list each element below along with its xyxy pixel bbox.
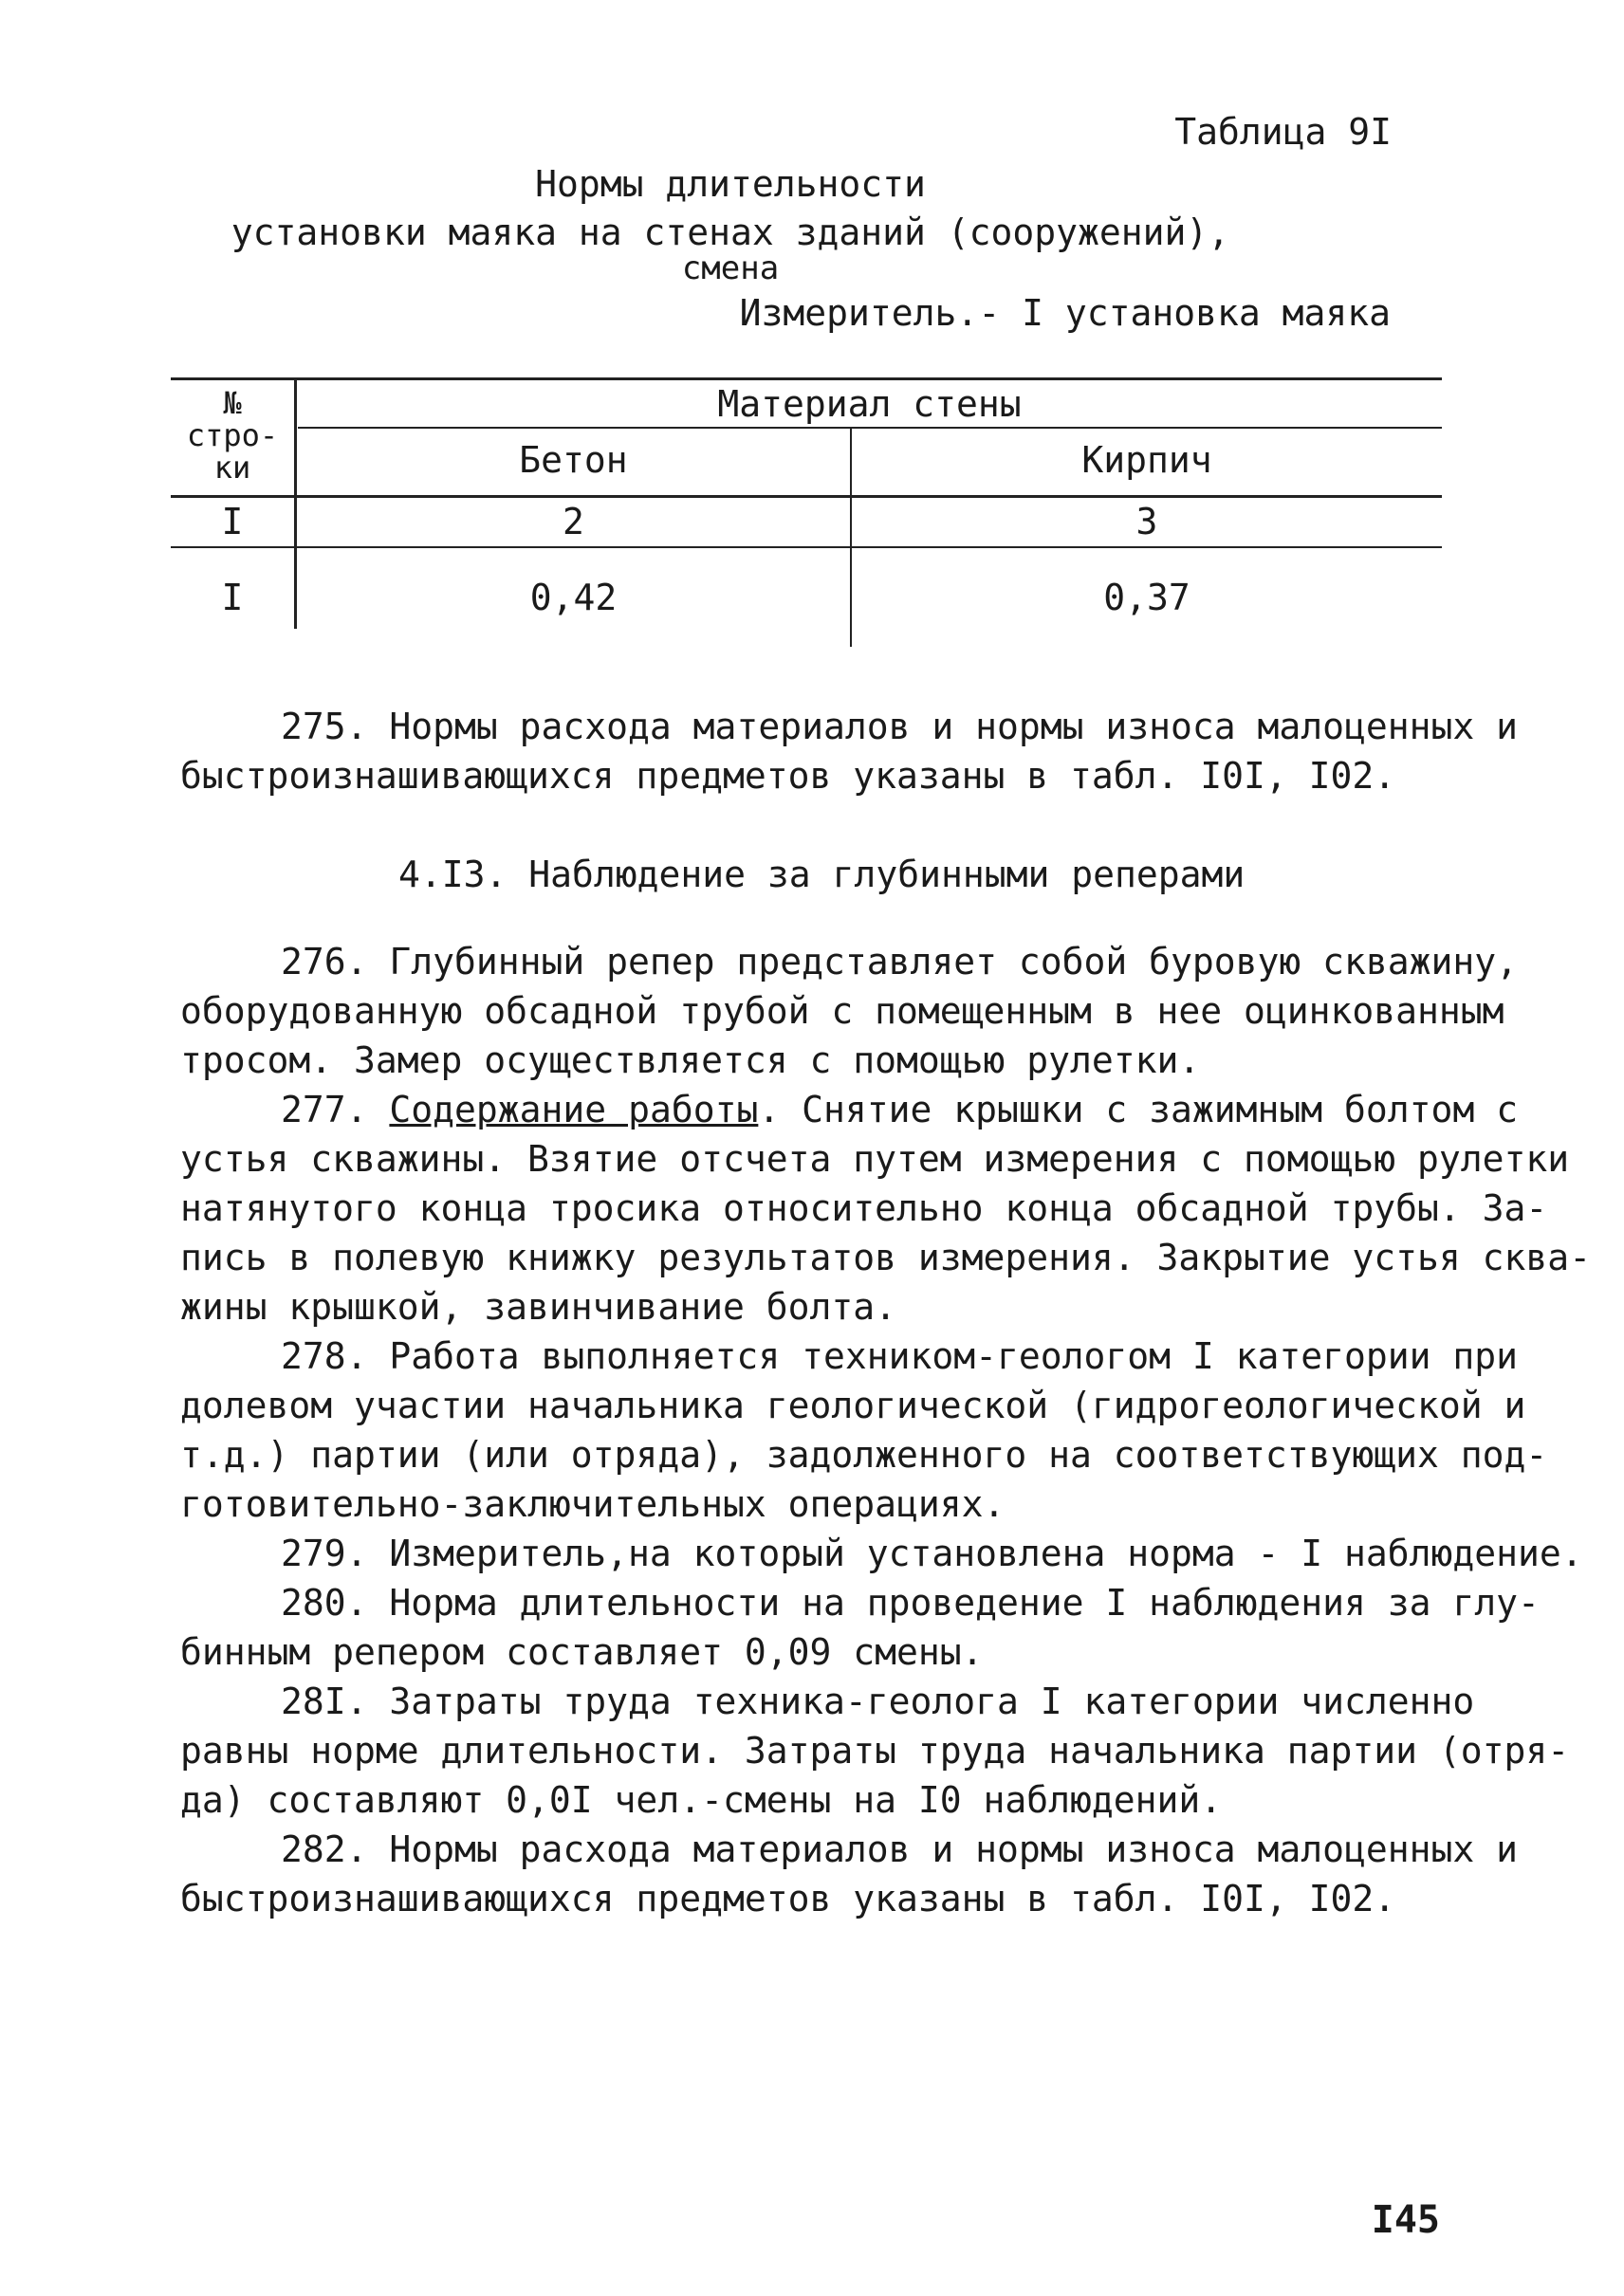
index-col-2: 2 bbox=[563, 501, 584, 542]
page-number: I45 bbox=[1371, 2198, 1440, 2242]
header-rownum-line-1: № bbox=[223, 385, 242, 421]
table-header-bottom-rule bbox=[171, 495, 1442, 498]
p278-line-3: т.д.) партии (или отряда), задолженного на соответствующих под- bbox=[180, 1434, 1548, 1476]
p278-line-4: готовительно-заключительных операциях. bbox=[180, 1483, 1006, 1525]
table-group-rule bbox=[298, 427, 1442, 429]
index-col-3: 3 bbox=[1135, 501, 1158, 542]
section-title-text: 4.I3. Наблюдение за глубинными реперами bbox=[398, 854, 1246, 895]
p275-line-2: быстроизнашивающихся предметов указаны в табл. I0I, I02. bbox=[180, 755, 1396, 797]
paragraph-280 bbox=[180, 1578, 1540, 1677]
p277-line-3: натянутого конца тросика относительно конца обсадной трубы. За- bbox=[180, 1187, 1548, 1229]
p281-line-3: да) составляют 0,0I чел.-смены на I0 наблюдений. bbox=[180, 1779, 1223, 1821]
p278-line-2: долевом участии начальника геологической (гидрогеологической и bbox=[180, 1385, 1526, 1426]
p281-line-2: равны норме длительности. Затраты труда начальника партии (отря- bbox=[180, 1730, 1570, 1772]
table-number: Таблица 9I bbox=[1174, 111, 1392, 153]
p279-line-1: 279. Измеритель,на который установлена норма - I наблюдение. bbox=[281, 1533, 1583, 1574]
table-index-bottom-rule bbox=[171, 546, 1442, 548]
paragraph-275 bbox=[180, 702, 1519, 800]
p282-line-2: быстроизнашивающихся предметов указаны в табл. I0I, I02. bbox=[180, 1878, 1396, 1919]
p277-line-1 bbox=[180, 1085, 1519, 1134]
header-rownum bbox=[171, 387, 294, 484]
table-title-line-2: установки маяка на стенах зданий (сооружений), bbox=[231, 211, 1230, 253]
p281-line-1: 28I. Затраты труда техника-геолога I категории численно bbox=[281, 1681, 1475, 1722]
p276-line-2: оборудованную обсадной трубой с помещенным в нее оцинкованным bbox=[180, 990, 1504, 1032]
header-beton: Бетон bbox=[519, 439, 628, 481]
p276-line-1: 276. Глубинный репер представляет собой буровую скважину, bbox=[281, 941, 1519, 983]
p277-line-4: пись в полевую книжку результатов измерения. Закрытие устья сква- bbox=[180, 1237, 1592, 1278]
paragraph-278 bbox=[180, 1332, 1548, 1529]
table-title-line-3: смена bbox=[681, 249, 780, 287]
table-row-num: I bbox=[221, 577, 244, 618]
p278-line-1: 278. Работа выполняется техником-геологом I категории при bbox=[281, 1335, 1519, 1377]
p277-line-5: жины крышкой, завинчивание болта. bbox=[180, 1286, 896, 1328]
header-kirpich: Кирпич bbox=[1081, 439, 1212, 481]
paragraph-277 bbox=[180, 1085, 1592, 1332]
p277-number: 277. bbox=[281, 1089, 368, 1130]
header-rownum-line-3: ки bbox=[213, 450, 251, 486]
header-wall-material: Материал стены bbox=[717, 383, 1022, 425]
table-cell-beton: 0,42 bbox=[529, 577, 618, 618]
table-cell-kirpich: 0,37 bbox=[1103, 577, 1190, 618]
p277-first-line-rest: . Снятие крышки с зажимным болтом с bbox=[758, 1089, 1519, 1130]
table-top-rule bbox=[171, 377, 1442, 380]
paragraph-279 bbox=[180, 1529, 1583, 1578]
paragraph-276 bbox=[180, 937, 1519, 1085]
header-rownum-line-2: стро- bbox=[186, 417, 279, 453]
p277-line-2: устья скважины. Взятие отсчета путем измерения с помощью рулетки bbox=[180, 1138, 1570, 1180]
index-col-1: I bbox=[221, 501, 244, 542]
measure-unit: Измеритель.- I установка маяка bbox=[739, 292, 1391, 334]
paragraph-281 bbox=[180, 1677, 1570, 1825]
norms-table bbox=[171, 377, 1442, 652]
paragraph-282 bbox=[180, 1825, 1519, 1923]
p275-line-1: 275. Нормы расхода материалов и нормы износа малоценных и bbox=[281, 706, 1519, 747]
section-title bbox=[398, 850, 1624, 899]
table-title-line-1: Нормы длительности bbox=[535, 163, 926, 205]
p280-line-1: 280. Норма длительности на проведение I наблюдения за глу- bbox=[281, 1582, 1540, 1624]
p277-work-content-label: Содержание работы bbox=[389, 1089, 759, 1130]
p282-line-1: 282. Нормы расхода материалов и нормы износа малоценных и bbox=[281, 1828, 1519, 1870]
p280-line-2: бинным репером составляет 0,09 смены. bbox=[180, 1631, 984, 1673]
p276-line-3: тросом. Замер осуществляется с помощью рулетки. bbox=[180, 1039, 1201, 1081]
